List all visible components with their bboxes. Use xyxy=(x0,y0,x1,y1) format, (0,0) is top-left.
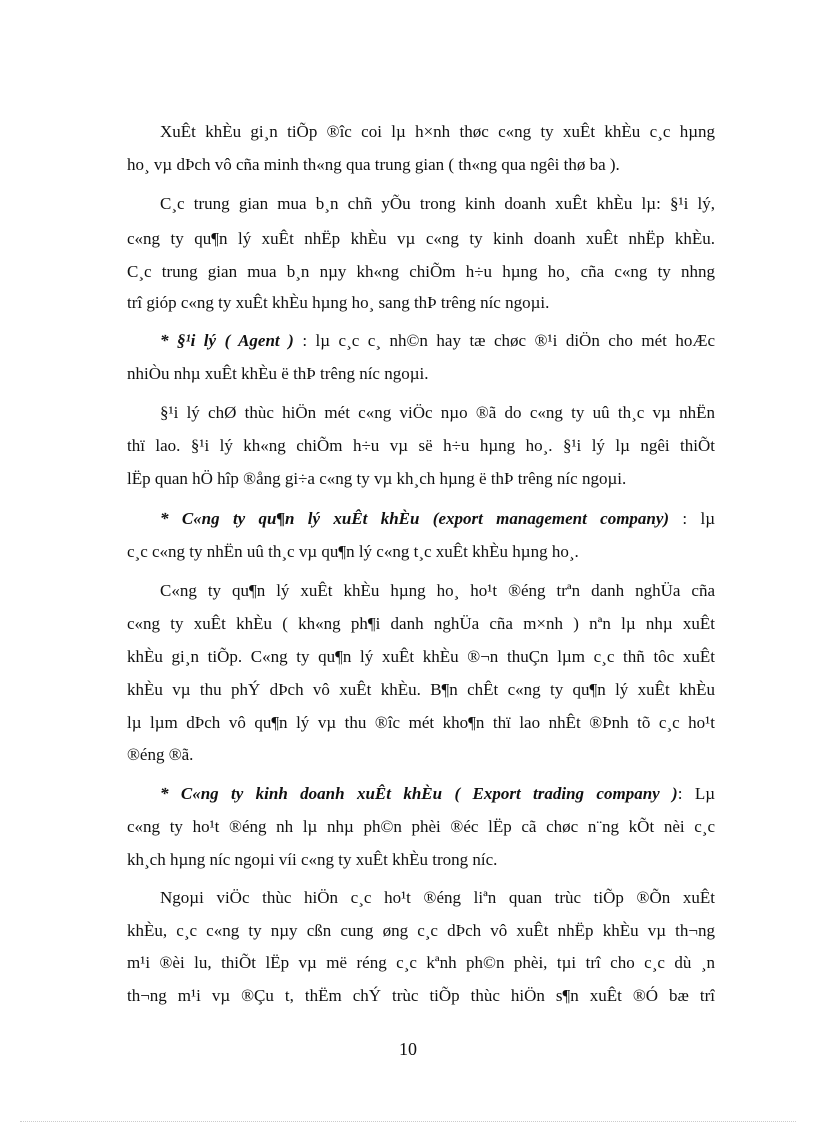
text-line: khÈu, c¸c c«ng ty nµy cßn cung øng c¸c dÞch vô xuÊt nhËp khÈu vµ th¬ng xyxy=(127,921,715,940)
term-export-trading: * C«ng ty kinh doanh xuÊt khÈu ( Export trading company ) xyxy=(160,784,678,803)
term-export-management: * C«ng ty qu¶n lý xuÊt khÈu (export management company) xyxy=(160,509,670,528)
text-line: nhiÒu nhµ xuÊt khÈu ë thÞ trêng níc ngoµi. xyxy=(127,364,429,383)
text-line: lµ lµm dÞch vô qu¶n lý vµ thu ®îc mét kho¶n thï lao nhÊt ®Þnh tõ c¸c ho¹t xyxy=(127,713,715,732)
text-line: khÈu vµ thu phÝ dÞch vô xuÊt khÈu. B¶n chÊt c«ng ty qu¶n lý xuÊt khÈu xyxy=(127,680,715,699)
definition-text: : lµ c¸c c¸ nh©n hay tæ chøc ®¹i diÖn cho mét hoÆc xyxy=(302,331,715,350)
text-line: C«ng ty qu¶n lý xuÊt khÈu hµng ho¸ ho¹t ®éng trªn danh nghÜa cña xyxy=(160,581,715,600)
text-line xyxy=(160,783,715,805)
text-line: m¹i ®èi lu, thiÕt lËp vµ më réng c¸c kªnh ph©n phèi, tµi trî cho c¸c dù ¸n xyxy=(127,953,715,972)
text-line: khÈu gi¸n tiÕp. C«ng ty qu¶n lý xuÊt khÈu ®¬n thuÇn lµm c¸c thñ tôc xuÊt xyxy=(127,647,715,666)
definition-text: : Lµ xyxy=(677,784,715,803)
definition-text: : lµ xyxy=(669,509,715,528)
page-divider xyxy=(20,1121,796,1122)
text-line: trî gióp c«ng ty xuÊt khÈu hµng ho¸ sang thÞ trêng níc ngoµi. xyxy=(127,293,550,312)
text-line: c«ng ty qu¶n lý xuÊt nhËp khÈu vµ c«ng ty kinh doanh xuÊt nhËp khÈu. xyxy=(127,229,715,248)
text-line: c«ng ty xuÊt khÈu ( kh«ng ph¶i danh nghÜa cña m×nh ) nªn lµ nhµ xuÊt xyxy=(127,614,715,633)
term-agent: * §¹i lý ( Agent ) xyxy=(160,331,303,350)
text-line xyxy=(160,330,715,352)
text-line: ®éng ®ã. xyxy=(127,745,194,764)
text-line xyxy=(160,508,715,530)
text-line: Ngoµi viÖc thùc hiÖn c¸c ho¹t ®éng liªn quan trùc tiÕp ®Õn xuÊt xyxy=(160,888,715,907)
text-line: C¸c trung gian mua b¸n chñ yÕu trong kinh doanh xuÊt khÈu lµ: §¹i lý, xyxy=(160,194,715,213)
text-line: XuÊt khÈu gi¸n tiÕp ®îc coi lµ h×nh thøc c«ng ty xuÊt khÈu c¸c hµng xyxy=(160,122,715,141)
text-line: c¸c c«ng ty nhËn uû th¸c vµ qu¶n lý c«ng t¸c xuÊt khÈu hµng ho¸. xyxy=(127,542,579,561)
text-line: c«ng ty ho¹t ®éng nh lµ nhµ ph©n phèi ®éc lËp cã chøc n¨ng kÕt nèi c¸c xyxy=(127,817,715,836)
page-number: 10 xyxy=(399,1039,417,1059)
text-line: §¹i lý chØ thùc hiÖn mét c«ng viÖc nµo ®ã do c«ng ty uû th¸c vµ nhËn xyxy=(160,403,715,422)
text-line: th¬ng m¹i vµ ®Çu t, thËm chÝ trùc tiÕp thùc hiÖn s¶n xuÊt ®Ó bæ trî xyxy=(127,986,715,1005)
text-line: kh¸ch hµng níc ngoµi víi c«ng ty xuÊt khÈu trong níc. xyxy=(127,850,498,869)
text-line: C¸c trung gian mua b¸n nµy kh«ng chiÕm h÷u hµng ho¸ cña c«ng ty nhng xyxy=(127,262,715,281)
text-line: thï lao. §¹i lý kh«ng chiÕm h÷u vµ së h÷u hµng ho¸. §¹i lý lµ ngêi thiÕt xyxy=(127,436,715,455)
text-line: ho¸ vµ dÞch vô cña minh th«ng qua trung gian ( th«ng qua ngêi thø ba ). xyxy=(127,155,620,174)
text-line: lËp quan hÖ hîp ®ång gi÷a c«ng ty vµ kh¸ch hµng ë thÞ trêng níc ngoµi. xyxy=(127,469,627,488)
